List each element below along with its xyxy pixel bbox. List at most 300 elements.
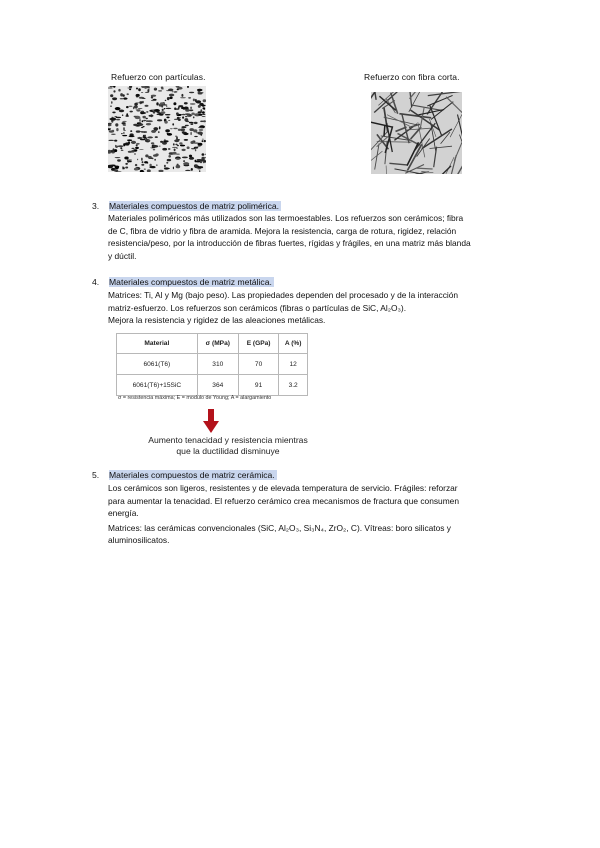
- particle-speck: [159, 126, 161, 129]
- particle-speck: [121, 150, 124, 151]
- particle-speck: [188, 97, 191, 98]
- particle-speck: [108, 140, 114, 141]
- table-cell: 70: [238, 354, 278, 375]
- particle-speck: [202, 111, 205, 114]
- particle-speck: [137, 137, 142, 139]
- particle-speck: [175, 144, 177, 146]
- particle-speck: [178, 105, 183, 107]
- section-title: Materiales compuestos de matriz cerámica.: [109, 470, 275, 480]
- particle-speck: [198, 132, 203, 135]
- section-number: 3.: [92, 201, 100, 211]
- particle-speck: [174, 108, 179, 109]
- particle-speck: [168, 155, 171, 158]
- particle-speck: [165, 114, 171, 115]
- particle-speck: [111, 134, 116, 135]
- particle-speck: [136, 88, 138, 90]
- particle-speck: [155, 136, 158, 138]
- particle-speck: [158, 90, 162, 91]
- fiber-strand: [384, 126, 385, 136]
- particle-speck: [168, 89, 173, 92]
- particle-speck: [129, 106, 133, 107]
- particle-speck: [191, 113, 194, 115]
- particle-speck: [146, 123, 151, 125]
- effect-line: Aumento tenacidad y resistencia mientras: [148, 435, 308, 445]
- particle-speck: [141, 111, 144, 113]
- particle-speck: [115, 107, 121, 110]
- particle-speck: [116, 119, 120, 120]
- particle-speck: [108, 88, 113, 89]
- particle-speck: [145, 92, 149, 93]
- particle-speck: [165, 129, 170, 132]
- particle-speck: [123, 127, 124, 130]
- particle-speck: [153, 154, 158, 157]
- particle-speck: [202, 139, 204, 140]
- particle-speck: [151, 98, 153, 99]
- particle-speck: [151, 130, 156, 133]
- table-cell: 6061(T6)+15SiC: [117, 375, 198, 396]
- particle-speck: [166, 108, 172, 109]
- particle-speck: [197, 146, 200, 147]
- particle-speck: [141, 92, 143, 93]
- fiber-strand: [458, 165, 462, 174]
- particle-speck: [169, 152, 173, 155]
- fiber-strand: [399, 114, 431, 118]
- fiber-strand: [439, 166, 451, 174]
- particle-speck: [167, 97, 170, 100]
- particle-speck: [187, 86, 189, 88]
- particle-speck: [173, 128, 177, 129]
- section-number: 5.: [92, 470, 100, 480]
- particle-speck: [185, 109, 189, 111]
- particle-speck: [190, 103, 196, 104]
- body-line: y dúctil.: [108, 250, 137, 261]
- particle-speck: [187, 146, 190, 149]
- particle-speck: [147, 120, 153, 122]
- particle-speck: [202, 116, 206, 117]
- particle-speck: [142, 120, 144, 122]
- particle-speck: [135, 147, 139, 149]
- particle-speck: [117, 159, 121, 161]
- particle-speck: [178, 129, 181, 131]
- particle-speck: [109, 130, 114, 132]
- table-cell: 12: [279, 354, 308, 375]
- particle-speck: [203, 107, 206, 109]
- particle-speck: [122, 122, 126, 124]
- particle-speck: [183, 108, 186, 110]
- particle-speck: [140, 139, 146, 141]
- particle-speck: [200, 109, 202, 112]
- body-line: Los cerámicos son ligeros, resistentes y de elevada temperatura de servicio. Frágiles: reforzar: [108, 483, 458, 493]
- particles-caption: Refuerzo con partículas.: [111, 72, 206, 82]
- particle-speck: [169, 97, 172, 100]
- fiber-strand: [413, 105, 442, 110]
- particle-speck: [131, 141, 136, 144]
- particle-speck: [123, 132, 124, 134]
- particle-speck: [182, 157, 188, 159]
- particle-speck: [172, 123, 174, 125]
- particle-speck: [181, 94, 183, 97]
- particle-speck: [127, 159, 132, 160]
- particle-speck: [144, 161, 148, 163]
- particle-speck: [113, 86, 115, 88]
- particle-speck: [136, 130, 141, 132]
- particle-speck: [144, 169, 146, 170]
- particle-speck: [202, 153, 205, 156]
- particle-speck: [189, 115, 192, 116]
- particle-speck: [110, 86, 114, 87]
- particle-speck: [127, 93, 129, 95]
- particle-speck: [165, 100, 167, 101]
- particle-speck: [201, 105, 205, 107]
- particle-speck: [126, 106, 129, 108]
- particle-speck: [189, 155, 192, 158]
- particle-speck: [164, 168, 170, 169]
- particle-speck: [182, 114, 186, 116]
- table-cell: 310: [197, 354, 238, 375]
- particle-speck: [197, 89, 203, 92]
- particle-speck: [176, 158, 181, 160]
- particle-speck: [180, 128, 185, 131]
- particle-speck: [149, 115, 154, 117]
- section-number: 4.: [92, 277, 100, 287]
- body-line: Mejora la resistencia y rigidez de las aleaciones metálicas.: [108, 315, 326, 325]
- particle-speck: [154, 109, 160, 112]
- particle-speck: [149, 164, 151, 167]
- particle-speck: [118, 145, 124, 147]
- particle-speck: [199, 170, 200, 172]
- particle-speck: [136, 109, 140, 111]
- particle-speck: [190, 141, 194, 144]
- fiber-strand: [417, 139, 430, 157]
- particle-speck: [179, 142, 182, 144]
- particle-speck: [190, 107, 192, 110]
- fiber-strand: [387, 115, 410, 126]
- section-3-body: [108, 212, 518, 262]
- fiber-micrograph-svg: [371, 92, 462, 174]
- fiber-strand: [422, 129, 452, 149]
- particle-speck: [189, 128, 194, 131]
- particle-speck: [134, 116, 137, 117]
- table-row: [117, 354, 308, 375]
- particle-speck: [184, 139, 188, 141]
- particle-speck: [204, 140, 206, 142]
- particle-speck: [192, 123, 194, 124]
- down-arrow-icon: [203, 409, 219, 433]
- particle-speck: [151, 142, 154, 144]
- particle-speck: [185, 170, 191, 171]
- body-line: Matrices: las cerámicas convencionales (SiC, Al₂O₃, Si₃N₄, ZrO₂, C). Vítreas: boro silicatos y: [108, 522, 451, 533]
- particle-speck: [118, 89, 120, 92]
- particle-speck: [141, 158, 142, 161]
- particle-speck: [174, 91, 177, 92]
- particle-speck: [173, 102, 176, 105]
- particle-speck: [158, 170, 163, 172]
- particle-speck: [116, 128, 118, 131]
- particle-speck: [167, 133, 172, 136]
- fiber-strand: [430, 146, 453, 148]
- particle-speck: [134, 168, 139, 171]
- particle-speck: [120, 98, 124, 99]
- particle-speck: [139, 149, 144, 150]
- particle-speck: [198, 105, 201, 108]
- particle-speck: [164, 121, 167, 124]
- particle-speck: [189, 92, 194, 93]
- particle-speck: [113, 148, 115, 151]
- particle-speck: [129, 135, 135, 137]
- particle-reinforcement-image: [108, 86, 206, 172]
- particle-speck: [176, 148, 178, 149]
- particle-speck: [114, 149, 117, 152]
- particle-speck: [182, 131, 185, 134]
- particle-speck: [140, 170, 144, 172]
- particle-speck: [195, 149, 196, 151]
- particle-speck: [125, 163, 128, 165]
- particle-speck: [139, 97, 145, 99]
- particle-speck: [148, 156, 152, 159]
- section-5-heading: [92, 470, 277, 481]
- particle-speck: [166, 117, 169, 119]
- particle-speck: [176, 136, 178, 139]
- body-line: Materiales poliméricos más utilizados son las termoestables. Los refuerzos son cerámicos; fibra: [108, 213, 464, 223]
- particle-speck: [142, 101, 144, 104]
- table-header: Material: [117, 334, 198, 354]
- particle-speck: [130, 111, 133, 113]
- particle-speck: [176, 112, 179, 115]
- particle-speck: [142, 161, 144, 163]
- short-fiber-reinforcement-image: [371, 92, 462, 174]
- fiber-strand: [427, 95, 452, 106]
- particle-speck: [168, 148, 171, 150]
- fiber-strand: [454, 141, 462, 161]
- table-cell: 6061(T6): [117, 354, 198, 375]
- particle-speck: [160, 141, 163, 143]
- section-title: Materiales compuestos de matriz polimérica.: [109, 201, 280, 211]
- particle-speck: [122, 166, 123, 169]
- fiber-strand: [417, 168, 433, 169]
- particle-speck: [142, 116, 145, 117]
- particle-speck: [182, 149, 186, 151]
- particle-speck: [162, 148, 167, 151]
- particle-speck: [174, 149, 176, 152]
- particle-speck: [154, 159, 155, 161]
- particle-speck: [127, 139, 132, 141]
- particle-speck: [205, 154, 206, 155]
- particle-speck: [141, 131, 145, 132]
- fiber-strand: [389, 163, 407, 165]
- particle-speck: [147, 169, 151, 172]
- particle-speck: [185, 116, 187, 118]
- particle-speck: [194, 136, 198, 137]
- body-line: para aumentar la tenacidad. El refuerzo cerámico crea mecanismos de fractura que consumen: [108, 495, 459, 506]
- particle-speck: [111, 101, 113, 104]
- body-line: de C, fibra de vidrio y fibra de aramida. Mejora la resistencia, carga de rotura, rigidez, relación: [108, 225, 457, 236]
- particle-speck: [193, 116, 195, 118]
- particle-speck: [202, 114, 205, 115]
- particle-speck: [138, 88, 141, 91]
- particle-speck: [151, 100, 155, 101]
- particle-speck: [128, 141, 130, 144]
- particle-speck: [110, 118, 116, 121]
- particle-speck: [126, 113, 128, 116]
- table-row: [117, 375, 308, 396]
- particle-speck: [174, 139, 179, 142]
- body-line: aluminosilicatos.: [108, 535, 170, 545]
- particle-speck: [123, 124, 126, 126]
- particle-speck: [127, 88, 132, 89]
- particle-speck: [110, 106, 112, 107]
- particle-speck: [191, 148, 195, 149]
- particle-speck: [134, 103, 138, 106]
- table-cell: 364: [197, 375, 238, 396]
- section-5-body: [108, 482, 518, 547]
- particle-speck: [108, 124, 112, 126]
- particle-speck: [185, 121, 189, 123]
- particle-speck: [173, 143, 175, 145]
- particle-speck: [170, 128, 173, 129]
- particle-speck: [144, 135, 146, 137]
- particle-speck: [166, 106, 167, 107]
- particle-speck: [166, 162, 168, 164]
- effect-note: [148, 435, 308, 457]
- particle-speck: [177, 117, 180, 120]
- properties-table: [116, 333, 308, 396]
- particle-speck: [146, 118, 148, 119]
- particle-speck: [145, 105, 149, 107]
- body-line: energía.: [108, 508, 139, 518]
- body-line: matriz-esfuerzo. Los refuerzos son cerámicos (fibras o partículas de SiC, Al₂O₃).: [108, 302, 407, 313]
- particle-speck: [133, 124, 137, 126]
- particle-speck: [147, 141, 149, 143]
- table-header: σ (MPa): [197, 334, 238, 354]
- particle-speck: [134, 153, 135, 155]
- particle-speck: [130, 130, 132, 132]
- particle-speck: [147, 136, 153, 138]
- particle-speck: [148, 88, 149, 90]
- particle-speck: [184, 102, 188, 104]
- particle-speck: [135, 164, 137, 166]
- particle-speck: [136, 143, 140, 145]
- particle-speck: [124, 130, 126, 131]
- particle-speck: [136, 94, 140, 97]
- particle-speck: [146, 138, 148, 141]
- particle-speck: [113, 90, 115, 92]
- particle-speck: [112, 112, 115, 114]
- particle-speck: [202, 140, 204, 142]
- particle-speck: [159, 146, 161, 147]
- particle-speck: [169, 94, 174, 97]
- section-4-body: [108, 289, 518, 327]
- table-legend: σ = resistencia máxima; E = modulo de Young; A = alargamiento: [118, 395, 272, 401]
- particle-speck: [115, 157, 121, 158]
- particle-speck: [182, 116, 184, 118]
- particle-speck: [124, 157, 128, 160]
- particle-speck: [131, 150, 135, 153]
- particle-micrograph-svg: [108, 86, 206, 172]
- particle-speck: [114, 140, 117, 142]
- particle-speck: [114, 116, 117, 117]
- particle-speck: [141, 164, 144, 166]
- particle-speck: [158, 131, 160, 133]
- particle-speck: [189, 157, 194, 160]
- particle-speck: [198, 93, 203, 95]
- particle-speck: [120, 93, 123, 96]
- particle-speck: [122, 115, 123, 116]
- particle-speck: [198, 166, 203, 168]
- particle-speck: [143, 136, 145, 138]
- particle-speck: [154, 88, 156, 89]
- particle-speck: [110, 94, 113, 97]
- particle-speck: [185, 113, 190, 115]
- particle-speck: [164, 165, 166, 167]
- table-header: E (GPa): [238, 334, 278, 354]
- particle-speck: [146, 111, 148, 113]
- fiber-strand: [371, 120, 392, 127]
- section-title: Materiales compuestos de matriz metálica.: [109, 277, 272, 287]
- particle-speck: [115, 145, 117, 148]
- particle-speck: [131, 148, 134, 149]
- particle-speck: [168, 120, 170, 121]
- particle-speck: [199, 129, 203, 130]
- particle-speck: [119, 110, 124, 113]
- particle-speck: [198, 127, 203, 128]
- short-fiber-caption: Refuerzo con fibra corta.: [364, 72, 460, 82]
- particle-speck: [173, 167, 174, 170]
- particle-speck: [163, 140, 169, 142]
- particle-speck: [115, 123, 118, 126]
- particle-speck: [122, 121, 126, 122]
- particle-speck: [135, 109, 137, 110]
- particle-speck: [176, 165, 181, 168]
- particle-speck: [177, 89, 179, 91]
- particle-speck: [138, 123, 143, 126]
- particle-speck: [195, 99, 197, 102]
- particle-speck: [181, 126, 186, 128]
- particle-speck: [116, 117, 122, 118]
- particle-speck: [194, 122, 198, 124]
- particle-speck: [129, 161, 132, 162]
- particle-speck: [179, 117, 181, 118]
- particle-speck: [143, 126, 145, 127]
- particle-speck: [137, 159, 138, 160]
- particle-speck: [139, 118, 140, 121]
- fiber-strand: [409, 92, 412, 107]
- particle-speck: [156, 102, 158, 105]
- particle-speck: [161, 111, 166, 114]
- particle-speck: [122, 135, 127, 136]
- fiber-strand: [411, 127, 422, 139]
- table-header-row: [117, 334, 308, 354]
- particle-speck: [176, 154, 180, 155]
- particle-speck: [180, 145, 185, 147]
- particle-speck: [203, 99, 206, 102]
- table-cell: 3.2: [279, 375, 308, 396]
- particle-speck: [167, 159, 171, 161]
- particle-speck: [185, 125, 189, 126]
- particle-speck: [114, 166, 119, 168]
- particle-speck: [157, 119, 162, 121]
- particle-speck: [153, 149, 156, 150]
- particle-speck: [164, 108, 166, 109]
- particle-speck: [149, 166, 154, 168]
- particle-speck: [183, 160, 185, 162]
- effect-line: que la ductilidad disminuye: [176, 446, 280, 456]
- particle-speck: [123, 98, 127, 100]
- table-cell: 91: [238, 375, 278, 396]
- particle-speck: [197, 159, 202, 161]
- section-4-heading: [92, 277, 274, 288]
- fiber-strand: [428, 92, 461, 96]
- particle-speck: [200, 121, 204, 123]
